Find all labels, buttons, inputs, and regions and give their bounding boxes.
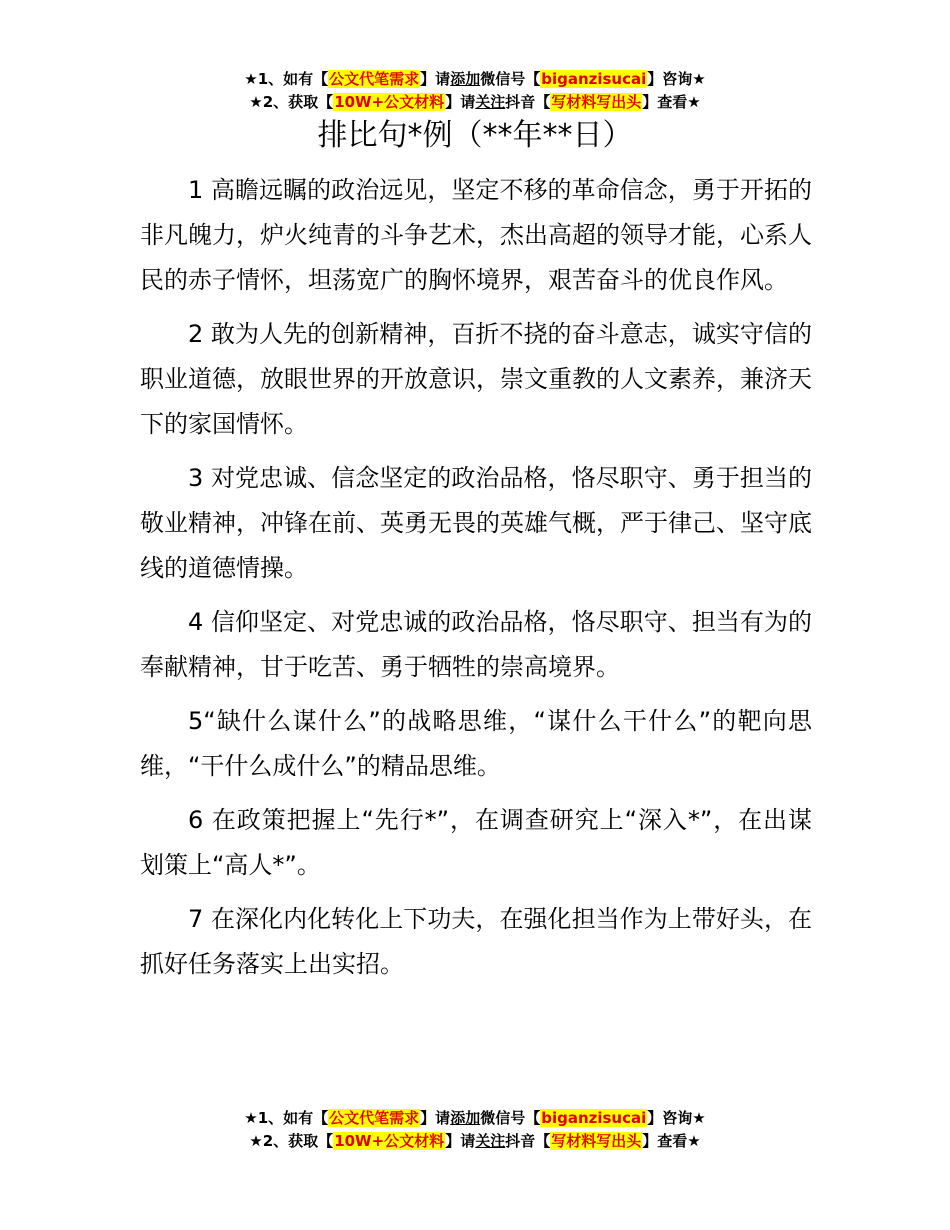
paragraph-3: 3 对党忠诚、信念坚定的政治品格，恪尽职守、勇于担当的敬业精神，冲锋在前、英勇无畏的英雄气概，严于律己、坚守底线的道德情操。 [140,464,812,582]
banner-highlight-douyin: 写材料写出头 [551,93,642,111]
paragraph-7: 7 在深化内化转化上下功夫，在强化担当作为上带好头，在抓好任务落实上出实招。 [140,905,812,978]
footer-highlight-materials: 10W+公文材料 [334,1132,445,1150]
paragraph-6: 6 在政策把握上“先行*”，在调查研究上“深入*”，在出谋划策上“高人*”。 [140,806,812,879]
banner-highlight-service: 公文代笔需求 [329,70,420,88]
banner-highlight-materials: 10W+公文材料 [334,93,445,111]
footer-highlight-service: 公文代笔需求 [329,1109,420,1127]
footer-line-2: ★2、获取【10W+公文材料】请关注抖音【写材料写出头】查看★ [249,1132,701,1150]
paragraph-4: 4 信仰坚定、对党忠诚的政治品格，恪尽职守、担当有为的奉献精神，甘于吃苦、勇于牺牲的崇高境界。 [140,608,812,681]
document-title: 排比句*例（**年**日） [317,118,633,153]
banner-highlight-wechat: biganzisucai [541,70,647,88]
banner-line-1: ★1、如有【公文代笔需求】请添加微信号【biganzisucai】咨询★ [244,70,706,88]
footer-highlight-douyin: 写材料写出头 [551,1132,642,1150]
footer-highlight-wechat: biganzisucai [541,1109,647,1127]
footer-banner [0,1107,950,1153]
paragraph-2: 2 敢为人先的创新精神，百折不挠的奋斗意志，诚实守信的职业道德，放眼世界的开放意识，崇文重教的人文素养，兼济天下的家国情怀。 [140,320,812,438]
paragraph-1: 1 高瞻远瞩的政治远见，坚定不移的革命信念，勇于开拓的非凡魄力，炉火纯青的斗争艺术，杰出高超的领导才能，心系人民的赤子情怀，坦荡宽广的胸怀境界，艰苦奋斗的优良作风。 [140,176,812,294]
document-body [140,168,812,996]
paragraph-5: 5“缺什么谋什么”的战略思维，“谋什么干什么”的靶向思维，“干什么成什么”的精品思维。 [140,707,812,780]
footer-line-1: ★1、如有【公文代笔需求】请添加微信号【biganzisucai】咨询★ [244,1109,706,1127]
header-banner [0,68,950,114]
banner-line-2: ★2、获取【10W+公文材料】请关注抖音【写材料写出头】查看★ [249,93,701,111]
